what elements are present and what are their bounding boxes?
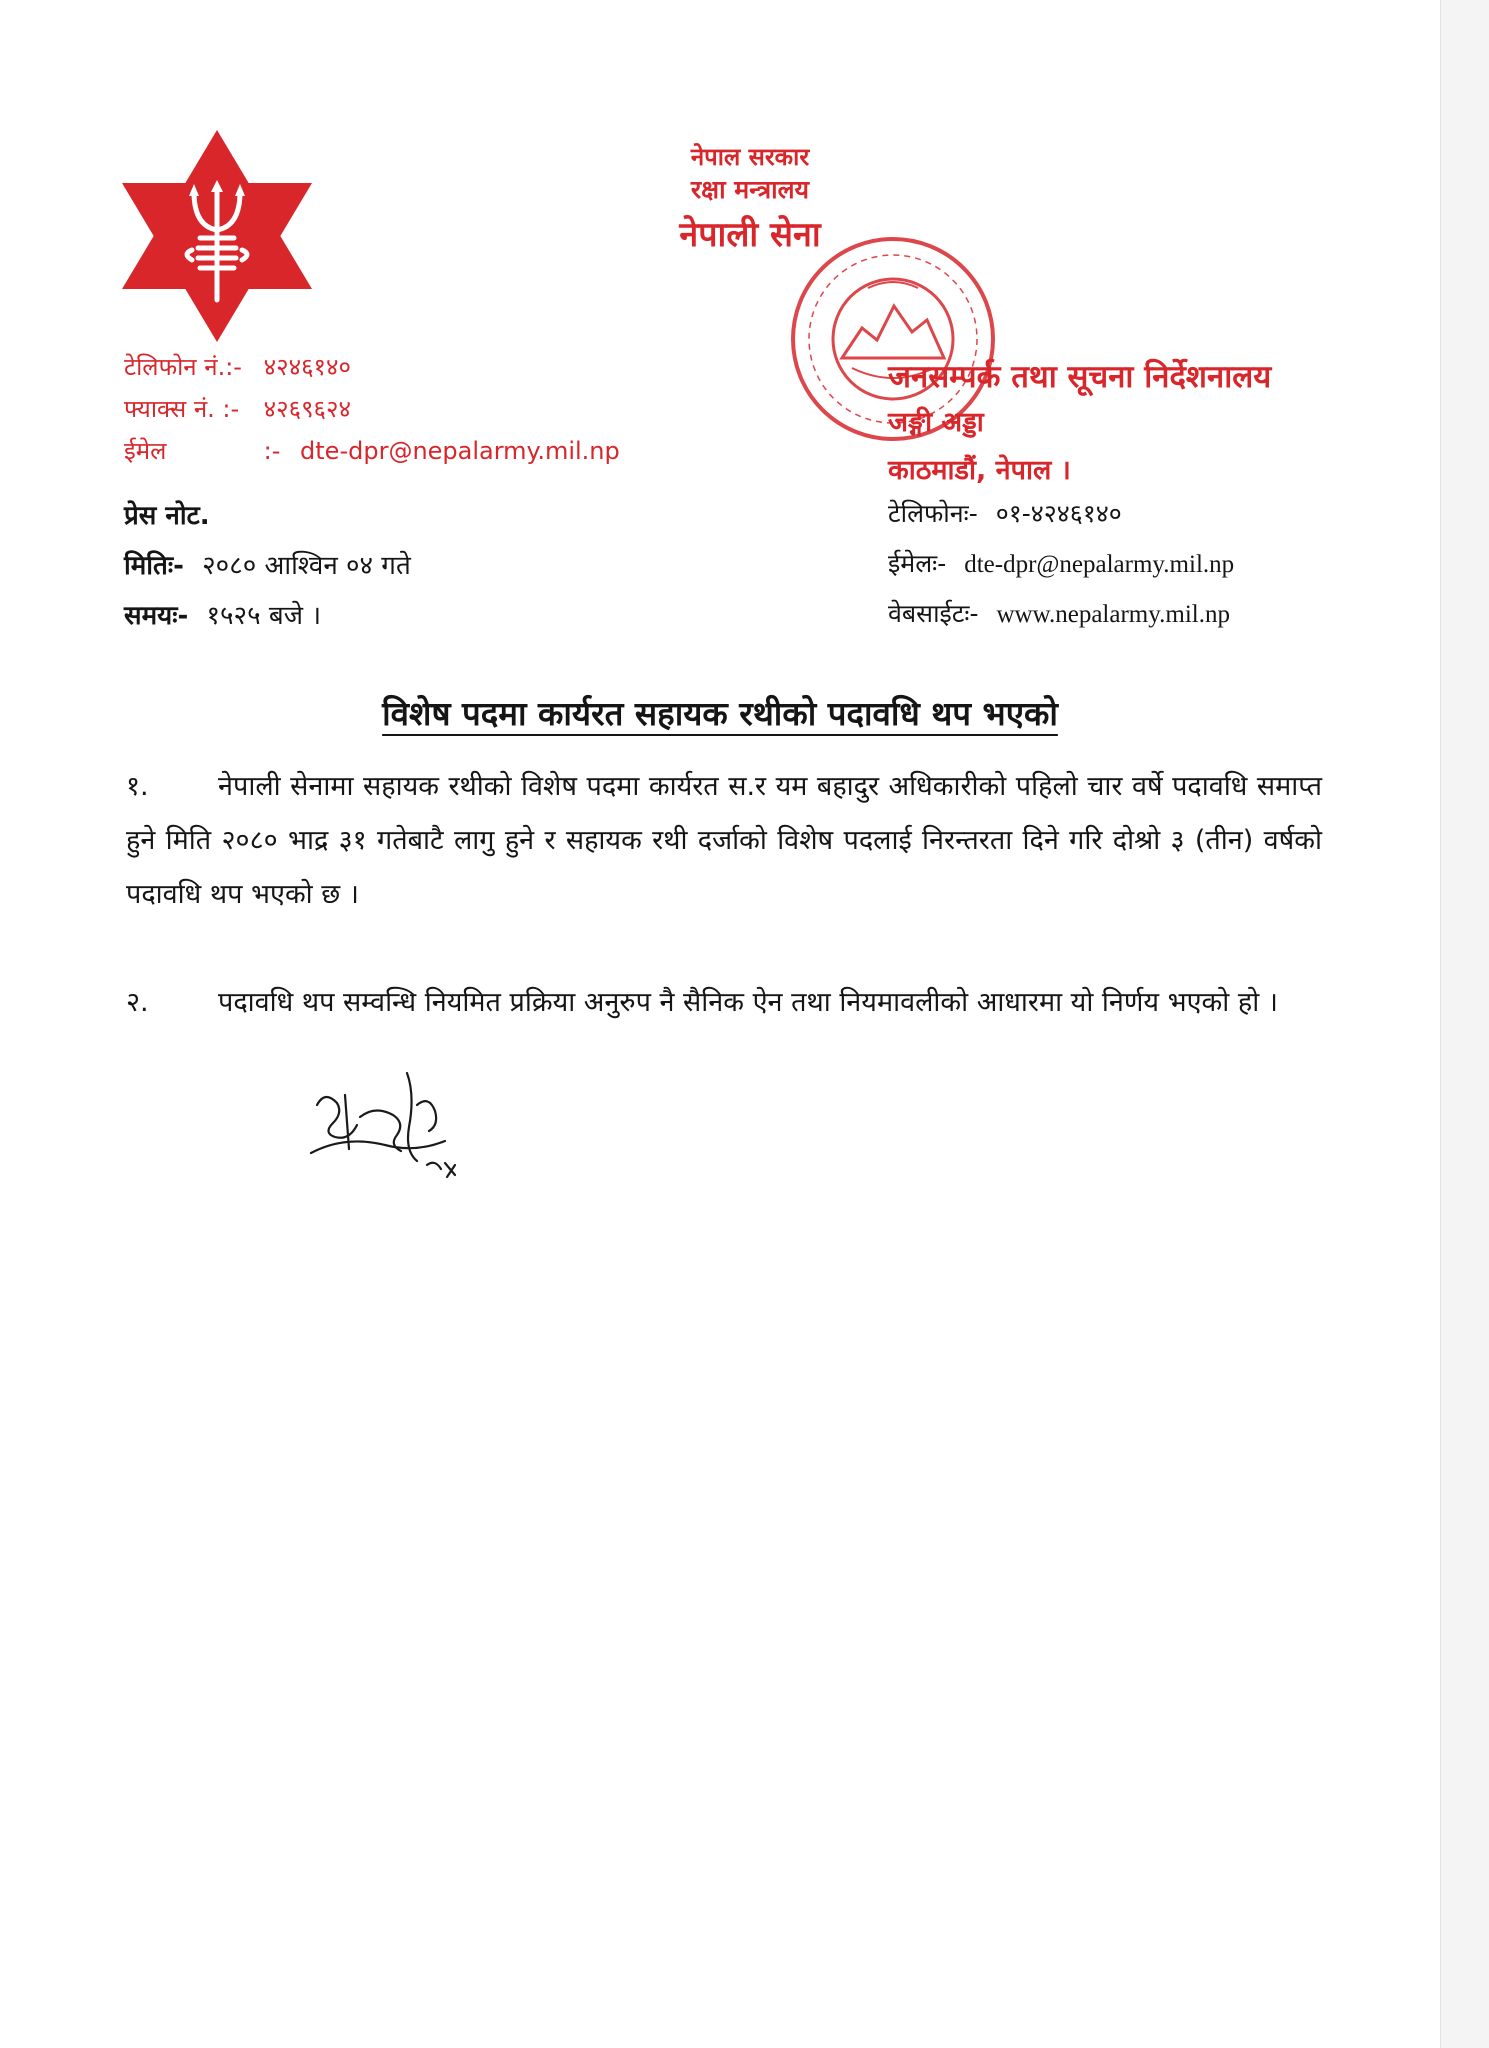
directorate-website-label: वेबसाईटः- xyxy=(888,599,979,628)
directorate-email-label: ईमेलः- xyxy=(888,549,947,578)
press-time-row xyxy=(124,596,321,632)
paragraph-1 xyxy=(126,760,1322,922)
directorate-phone-label: टेलिफोनः- xyxy=(888,499,978,528)
phone-label: टेलिफोन नं.:- xyxy=(124,353,242,381)
gov-line-nepali-sena: नेपाली सेना xyxy=(679,215,821,255)
press-note-title-text: विशेष पदमा कार्यरत सहायक रथीको पदावधि थप भएको xyxy=(382,694,1058,733)
signature-icon xyxy=(305,1065,480,1190)
press-time-value: १५२५ बजे । xyxy=(206,601,322,631)
fax-row xyxy=(124,392,351,425)
gov-line-nepal-sarkar: नेपाल सरकार xyxy=(690,143,810,171)
nepal-army-emblem-icon xyxy=(122,130,312,342)
press-note-label: प्रेस नोट. xyxy=(124,501,210,531)
email-row xyxy=(124,434,620,467)
directorate-website-value[interactable]: www.nepalarmy.mil.np xyxy=(996,601,1230,628)
email-separator: :- xyxy=(263,437,281,465)
press-date-value: २०८० आश्विन ०४ गते xyxy=(202,551,411,581)
paragraph-2-text: पदावधि थप सम्वन्धि नियमित प्रक्रिया अनुरुप नै सैनिक ऐन तथा नियमावलीको आधारमा यो निर्णय भएको हो । xyxy=(218,987,1279,1018)
directorate-name: जनसम्पर्क तथा सूचना निर्देशनालय xyxy=(888,359,1272,395)
paragraph-1-number: १. xyxy=(126,771,149,802)
email-value[interactable]: dte-dpr@nepalarmy.mil.np xyxy=(300,437,620,465)
directorate-city: काठमाडौं, नेपाल । xyxy=(888,455,1071,486)
paragraph-2 xyxy=(126,976,1322,1030)
fax-value: ४२६९६२४ xyxy=(263,395,352,423)
directorate-website-row xyxy=(888,596,1230,630)
email-label: ईमेल xyxy=(124,437,167,465)
paragraph-2-number: २. xyxy=(126,987,149,1018)
directorate-email-value[interactable]: dte-dpr@nepalarmy.mil.np xyxy=(964,551,1235,578)
directorate-phone-value: ०१-४२४६१४० xyxy=(995,499,1122,528)
paragraph-1-text: नेपाली सेनामा सहायक रथीको विशेष पदमा कार्यरत स.र यम बहादुर अधिकारीको पहिलो चार वर्षे पदावधि समाप्त हुने मिति २०८० भाद्र ३१ गतेबाटै लागु हुने र सहायक रथी दर्जाको विशेष पदलाई निरन्तरता दिने गरि दोश्रो ३ (तीन) वर्षको पदावधि थप भएको छ । xyxy=(126,771,1322,910)
fax-label: फ्याक्स नं. :- xyxy=(124,395,240,423)
directorate-email-row xyxy=(888,546,1234,580)
phone-row xyxy=(124,350,351,383)
press-note-title xyxy=(0,690,1440,735)
press-time-label: समयः- xyxy=(124,601,189,631)
directorate-phone-row xyxy=(888,496,1122,530)
directorate-place: जङ्गी अड्डा xyxy=(888,407,984,438)
press-date-row xyxy=(124,546,411,582)
gov-line-ministry: रक्षा मन्त्रालय xyxy=(690,175,810,204)
press-date-label: मितिः- xyxy=(124,551,184,581)
phone-value: ४२४६१४० xyxy=(263,353,352,381)
